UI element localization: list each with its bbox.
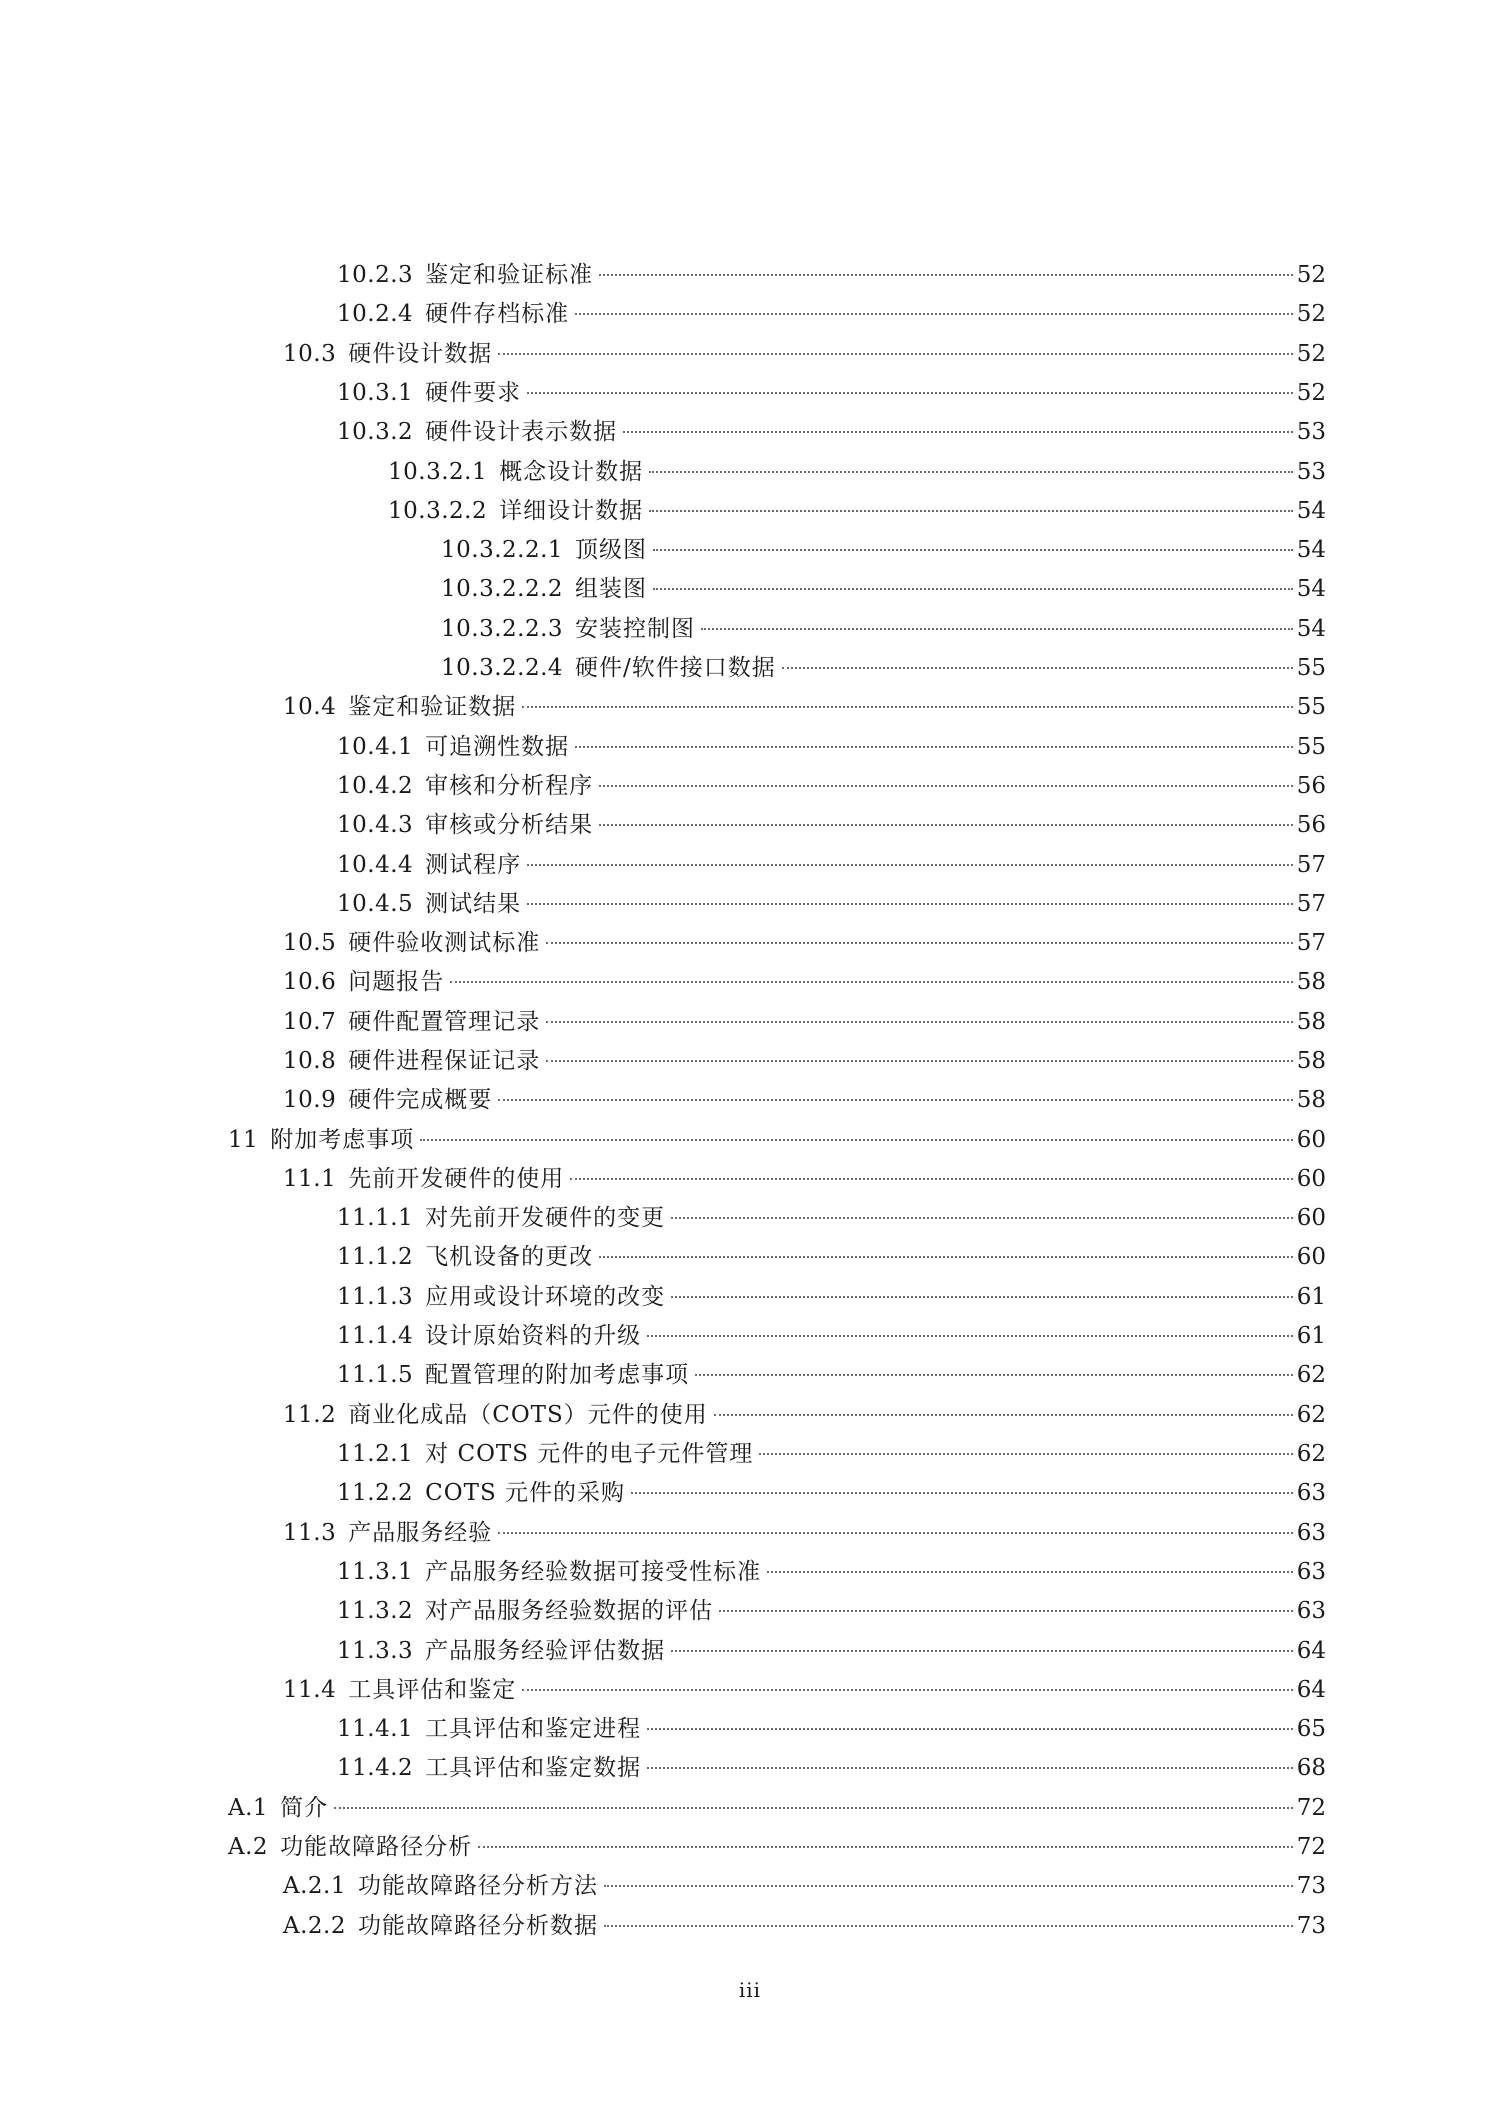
toc-entry-page: 58 <box>1296 1009 1326 1035</box>
toc-entry[interactable] <box>441 610 1326 648</box>
toc-entry-number: 11.3.3 <box>337 1638 414 1664</box>
toc-entry[interactable] <box>283 1867 1326 1905</box>
toc-entry[interactable] <box>228 1828 1326 1866</box>
toc-entry-number: 11.1.5 <box>337 1362 414 1388</box>
toc-entry-page: 62 <box>1296 1402 1326 1428</box>
toc-entry-page: 56 <box>1296 812 1326 838</box>
toc-entry[interactable] <box>283 688 1326 726</box>
toc-entry-page: 73 <box>1296 1873 1326 1899</box>
toc-entry-page: 58 <box>1296 1087 1326 1113</box>
toc-entry-number: 11.2.1 <box>337 1441 414 1467</box>
toc-entry[interactable] <box>337 1435 1326 1473</box>
toc-dot-leader <box>623 431 1293 433</box>
toc-entry-page: 65 <box>1296 1716 1326 1742</box>
toc-entry-title: 鉴定和验证标准 <box>425 262 594 288</box>
toc-entry-number: 10.3.2 <box>337 419 414 445</box>
toc-dot-leader <box>546 1060 1293 1062</box>
toc-entry-title: 安装控制图 <box>575 616 696 642</box>
toc-entry-page: 61 <box>1296 1323 1326 1349</box>
toc-dot-leader <box>498 353 1293 355</box>
toc-entry[interactable] <box>337 1474 1326 1512</box>
toc-entry-page: 54 <box>1296 537 1326 563</box>
toc-entry[interactable] <box>441 649 1326 687</box>
toc-entry-number: 10.4 <box>283 694 337 720</box>
toc-dot-leader <box>527 903 1293 905</box>
toc-entry-page: 55 <box>1296 655 1326 681</box>
toc-entry-page: 57 <box>1296 930 1326 956</box>
toc-entry-title: 产品服务经验评估数据 <box>425 1638 666 1664</box>
toc-entry-title: 硬件要求 <box>425 380 522 406</box>
toc-entry-number: 11.1 <box>283 1166 337 1192</box>
toc-entry-number: 11.2 <box>283 1402 337 1428</box>
toc-entry[interactable] <box>337 885 1326 923</box>
page-number-footer: iii <box>738 1978 762 2002</box>
toc-entry[interactable] <box>283 1003 1326 1041</box>
toc-entry[interactable] <box>337 806 1326 844</box>
toc-entry-number: 11.1.1 <box>337 1205 414 1231</box>
toc-entry[interactable] <box>337 1238 1326 1276</box>
toc-entry[interactable] <box>388 492 1326 530</box>
toc-entry[interactable] <box>283 963 1326 1001</box>
toc-entry-number: 10.4.3 <box>337 812 414 838</box>
toc-entry-title: 硬件存档标准 <box>425 301 570 327</box>
toc-entry-page: 57 <box>1296 891 1326 917</box>
toc-entry-number: 10.3.2.2.4 <box>441 655 564 681</box>
toc-entry-page: 68 <box>1296 1755 1326 1781</box>
toc-entry-number: 11.1.4 <box>337 1323 414 1349</box>
toc-entry-title: 审核或分析结果 <box>425 812 594 838</box>
toc-entry-title: 组装图 <box>575 576 648 602</box>
toc-entry-page: 56 <box>1296 773 1326 799</box>
toc-dot-leader <box>649 471 1293 473</box>
toc-entry-number: 11.4.2 <box>337 1755 414 1781</box>
toc-entry[interactable] <box>337 1317 1326 1355</box>
toc-entry-number: 11.4.1 <box>337 1716 414 1742</box>
toc-entry-title: 功能故障路径分析数据 <box>358 1913 598 1939</box>
toc-dot-leader <box>478 1846 1293 1848</box>
toc-entry-title: 附加考虑事项 <box>270 1127 415 1153</box>
toc-entry[interactable] <box>228 1121 1326 1159</box>
toc-dot-leader <box>450 981 1293 983</box>
toc-entry-page: 60 <box>1296 1205 1326 1231</box>
toc-dot-leader <box>570 1178 1293 1180</box>
toc-dot-leader <box>599 824 1293 826</box>
toc-entry-title: 详细设计数据 <box>499 498 644 524</box>
toc-dot-leader <box>671 1296 1293 1298</box>
toc-entry-number: 11.1.3 <box>337 1284 414 1310</box>
toc-entry-number: 10.3.2.2.1 <box>441 537 564 563</box>
toc-dot-leader <box>575 313 1293 315</box>
toc-entry-number: 11.3.1 <box>337 1559 414 1585</box>
toc-entry-title: 对先前开发硬件的变更 <box>425 1205 666 1231</box>
toc-entry[interactable] <box>283 924 1326 962</box>
toc-entry[interactable] <box>283 1160 1326 1198</box>
toc-entry-number: 10.6 <box>283 969 337 995</box>
toc-dot-leader <box>701 628 1293 630</box>
toc-entry-number: 11 <box>228 1127 259 1153</box>
toc-dot-leader <box>575 746 1293 748</box>
toc-entry[interactable] <box>337 1749 1326 1787</box>
toc-entry-title: COTS 元件的采购 <box>425 1480 626 1506</box>
toc-entry-number: 10.2.4 <box>337 301 414 327</box>
toc-dot-leader <box>714 1414 1293 1416</box>
toc-entry-page: 52 <box>1296 380 1326 406</box>
toc-entry-title: 飞机设备的更改 <box>425 1244 594 1270</box>
toc-entry-title: 顶级图 <box>575 537 648 563</box>
toc-entry-number: 11.2.2 <box>337 1480 414 1506</box>
toc-entry-page: 63 <box>1296 1598 1326 1624</box>
toc-entry-number: 10.4.2 <box>337 773 414 799</box>
toc-entry-number: 10.3.2.1 <box>388 459 488 485</box>
toc-entry-page: 57 <box>1296 852 1326 878</box>
toc-entry-number: 11.1.2 <box>337 1244 414 1270</box>
toc-entry[interactable] <box>337 846 1326 884</box>
toc-entry-page: 54 <box>1296 616 1326 642</box>
toc-dot-leader <box>653 588 1293 590</box>
toc-entry-number: 10.3.1 <box>337 380 414 406</box>
toc-entry[interactable] <box>337 728 1326 766</box>
toc-entry-title: 硬件配置管理记录 <box>348 1009 541 1035</box>
toc-entry-page: 52 <box>1296 341 1326 367</box>
toc-dot-leader <box>671 1217 1293 1219</box>
toc-dot-leader <box>546 1021 1293 1023</box>
toc-entry-number: 10.3.2.2 <box>388 498 488 524</box>
toc-entry-title: 测试结果 <box>425 891 522 917</box>
toc-entry-page: 64 <box>1296 1638 1326 1664</box>
toc-dot-leader <box>695 1374 1293 1376</box>
toc-entry-number: 10.4.5 <box>337 891 414 917</box>
toc-entry[interactable] <box>441 531 1326 569</box>
toc-entry-page: 55 <box>1296 734 1326 760</box>
toc-dot-leader <box>527 864 1293 866</box>
toc-entry[interactable] <box>337 413 1326 451</box>
toc-entry-title: 配置管理的附加考虑事项 <box>425 1362 690 1388</box>
toc-entry[interactable] <box>228 1789 1326 1827</box>
toc-entry-title: 硬件设计表示数据 <box>425 419 618 445</box>
toc-entry-title: 功能故障路径分析方法 <box>358 1873 598 1899</box>
toc-entry[interactable] <box>337 1356 1326 1394</box>
toc-entry-page: 60 <box>1296 1166 1326 1192</box>
toc-entry[interactable] <box>337 1278 1326 1316</box>
toc-entry-title: 测试程序 <box>425 852 522 878</box>
toc-dot-leader <box>649 510 1293 512</box>
toc-dot-leader <box>759 1453 1292 1455</box>
toc-entry-title: 硬件设计数据 <box>348 341 493 367</box>
toc-entry-page: 64 <box>1296 1677 1326 1703</box>
toc-entry-number: 11.4 <box>283 1677 337 1703</box>
toc-dot-leader <box>647 1335 1293 1337</box>
toc-entry-title: 产品服务经验 <box>348 1520 493 1546</box>
toc-entry[interactable] <box>337 374 1326 412</box>
toc-dot-leader <box>498 1099 1293 1101</box>
toc-entry-number: 10.8 <box>283 1048 337 1074</box>
toc-entry-title: 对产品服务经验数据的评估 <box>425 1598 714 1624</box>
toc-entry-title: 工具评估和鉴定进程 <box>425 1716 642 1742</box>
toc-entry-number: 10.7 <box>283 1009 337 1035</box>
toc-entry[interactable] <box>388 453 1326 491</box>
toc-entry-number: 10.3.2.2.3 <box>441 616 564 642</box>
toc-dot-leader <box>767 1571 1293 1573</box>
toc-entry-title: 工具评估和鉴定 <box>348 1677 517 1703</box>
toc-entry-page: 53 <box>1296 459 1326 485</box>
toc-dot-leader <box>647 1767 1293 1769</box>
toc-entry-page: 58 <box>1296 969 1326 995</box>
toc-entry-number: 10.9 <box>283 1087 337 1113</box>
toc-entry[interactable] <box>337 1592 1326 1630</box>
toc-dot-leader <box>604 1885 1293 1887</box>
toc-dot-leader <box>599 785 1293 787</box>
toc-entry[interactable] <box>283 1514 1326 1552</box>
toc-entry[interactable] <box>337 1632 1326 1670</box>
toc-entry[interactable] <box>283 1081 1326 1119</box>
toc-entry-number: A.2 <box>228 1834 269 1860</box>
toc-entry[interactable] <box>283 1671 1326 1709</box>
toc-entry-page: 63 <box>1296 1520 1326 1546</box>
toc-entry-page: 62 <box>1296 1441 1326 1467</box>
toc-dot-leader <box>522 1689 1293 1691</box>
toc-entry-title: 商业化成品（COTS）元件的使用 <box>348 1402 708 1428</box>
toc-entry[interactable] <box>337 1710 1326 1748</box>
toc-entry-title: 概念设计数据 <box>499 459 644 485</box>
toc-dot-leader <box>604 1925 1293 1927</box>
toc-entry-number: 10.3 <box>283 341 337 367</box>
toc-entry-page: 54 <box>1296 576 1326 602</box>
toc-entry-title: 设计原始资料的升级 <box>425 1323 642 1349</box>
toc-entry-number: A.1 <box>228 1795 269 1821</box>
toc-dot-leader <box>671 1650 1293 1652</box>
toc-entry-title: 可追溯性数据 <box>425 734 570 760</box>
toc-dot-leader <box>782 667 1293 669</box>
toc-entry-title: 硬件完成概要 <box>348 1087 493 1113</box>
toc-entry[interactable] <box>441 570 1326 608</box>
toc-entry[interactable] <box>337 256 1326 294</box>
toc-entry-page: 53 <box>1296 419 1326 445</box>
toc-entry-page: 63 <box>1296 1480 1326 1506</box>
toc-entry[interactable] <box>337 1199 1326 1237</box>
toc-entry-page: 60 <box>1296 1127 1326 1153</box>
toc-entry-number: 11.3 <box>283 1520 337 1546</box>
toc-entry-number: 10.3.2.2.2 <box>441 576 564 602</box>
toc-entry-number: 10.4.4 <box>337 852 414 878</box>
toc-entry[interactable] <box>337 767 1326 805</box>
toc-entry[interactable] <box>283 1907 1326 1945</box>
toc-entry-title: 简介 <box>280 1795 329 1821</box>
toc-entry-number: 11.3.2 <box>337 1598 414 1624</box>
toc-entry-number: 10.5 <box>283 930 337 956</box>
toc-dot-leader <box>498 1532 1293 1534</box>
toc-entry-page: 52 <box>1296 301 1326 327</box>
toc-dot-leader <box>420 1139 1292 1141</box>
toc-dot-leader <box>599 274 1293 276</box>
toc-entry-page: 63 <box>1296 1559 1326 1585</box>
toc-entry-page: 73 <box>1296 1913 1326 1939</box>
toc-entry-number: 10.4.1 <box>337 734 414 760</box>
toc-entry-title: 对 COTS 元件的电子元件管理 <box>425 1441 754 1467</box>
toc-entry-page: 55 <box>1296 694 1326 720</box>
toc-entry-title: 先前开发硬件的使用 <box>348 1166 565 1192</box>
toc-entry-page: 54 <box>1296 498 1326 524</box>
toc-entry-title: 功能故障路径分析 <box>280 1834 473 1860</box>
toc-dot-leader <box>522 706 1293 708</box>
toc-dot-leader <box>631 1492 1293 1494</box>
toc-entry-page: 60 <box>1296 1244 1326 1270</box>
toc-entry-page: 61 <box>1296 1284 1326 1310</box>
toc-entry-page: 72 <box>1296 1834 1326 1860</box>
toc-dot-leader <box>719 1610 1293 1612</box>
toc-entry-title: 工具评估和鉴定数据 <box>425 1755 642 1781</box>
toc-dot-leader <box>334 1807 1293 1809</box>
toc-entry[interactable] <box>283 1042 1326 1080</box>
toc-entry[interactable] <box>283 1396 1326 1434</box>
toc-entry-page: 58 <box>1296 1048 1326 1074</box>
toc-entry-number: 10.2.3 <box>337 262 414 288</box>
toc-entry-title: 硬件/软件接口数据 <box>575 655 776 681</box>
toc-entry-page: 72 <box>1296 1795 1326 1821</box>
toc-entry-page: 52 <box>1296 262 1326 288</box>
toc-entry-title: 问题报告 <box>348 969 445 995</box>
toc-dot-leader <box>599 1256 1293 1258</box>
toc-entry[interactable] <box>337 1553 1326 1591</box>
toc-dot-leader <box>647 1728 1293 1730</box>
toc-entry-number: A.2.1 <box>283 1873 346 1899</box>
toc-entry-number: A.2.2 <box>283 1913 346 1939</box>
toc-entry-title: 审核和分析程序 <box>425 773 594 799</box>
toc-entry-title: 鉴定和验证数据 <box>348 694 517 720</box>
toc-entry-title: 应用或设计环境的改变 <box>425 1284 666 1310</box>
toc-entry[interactable] <box>283 335 1326 373</box>
toc-dot-leader <box>527 392 1293 394</box>
toc-entry-title: 产品服务经验数据可接受性标准 <box>425 1559 762 1585</box>
toc-entry-title: 硬件进程保证记录 <box>348 1048 541 1074</box>
toc-entry[interactable] <box>337 295 1326 333</box>
toc-entry-page: 62 <box>1296 1362 1326 1388</box>
toc-entry-title: 硬件验收测试标准 <box>348 930 541 956</box>
toc-dot-leader <box>546 942 1293 944</box>
toc-dot-leader <box>653 549 1293 551</box>
